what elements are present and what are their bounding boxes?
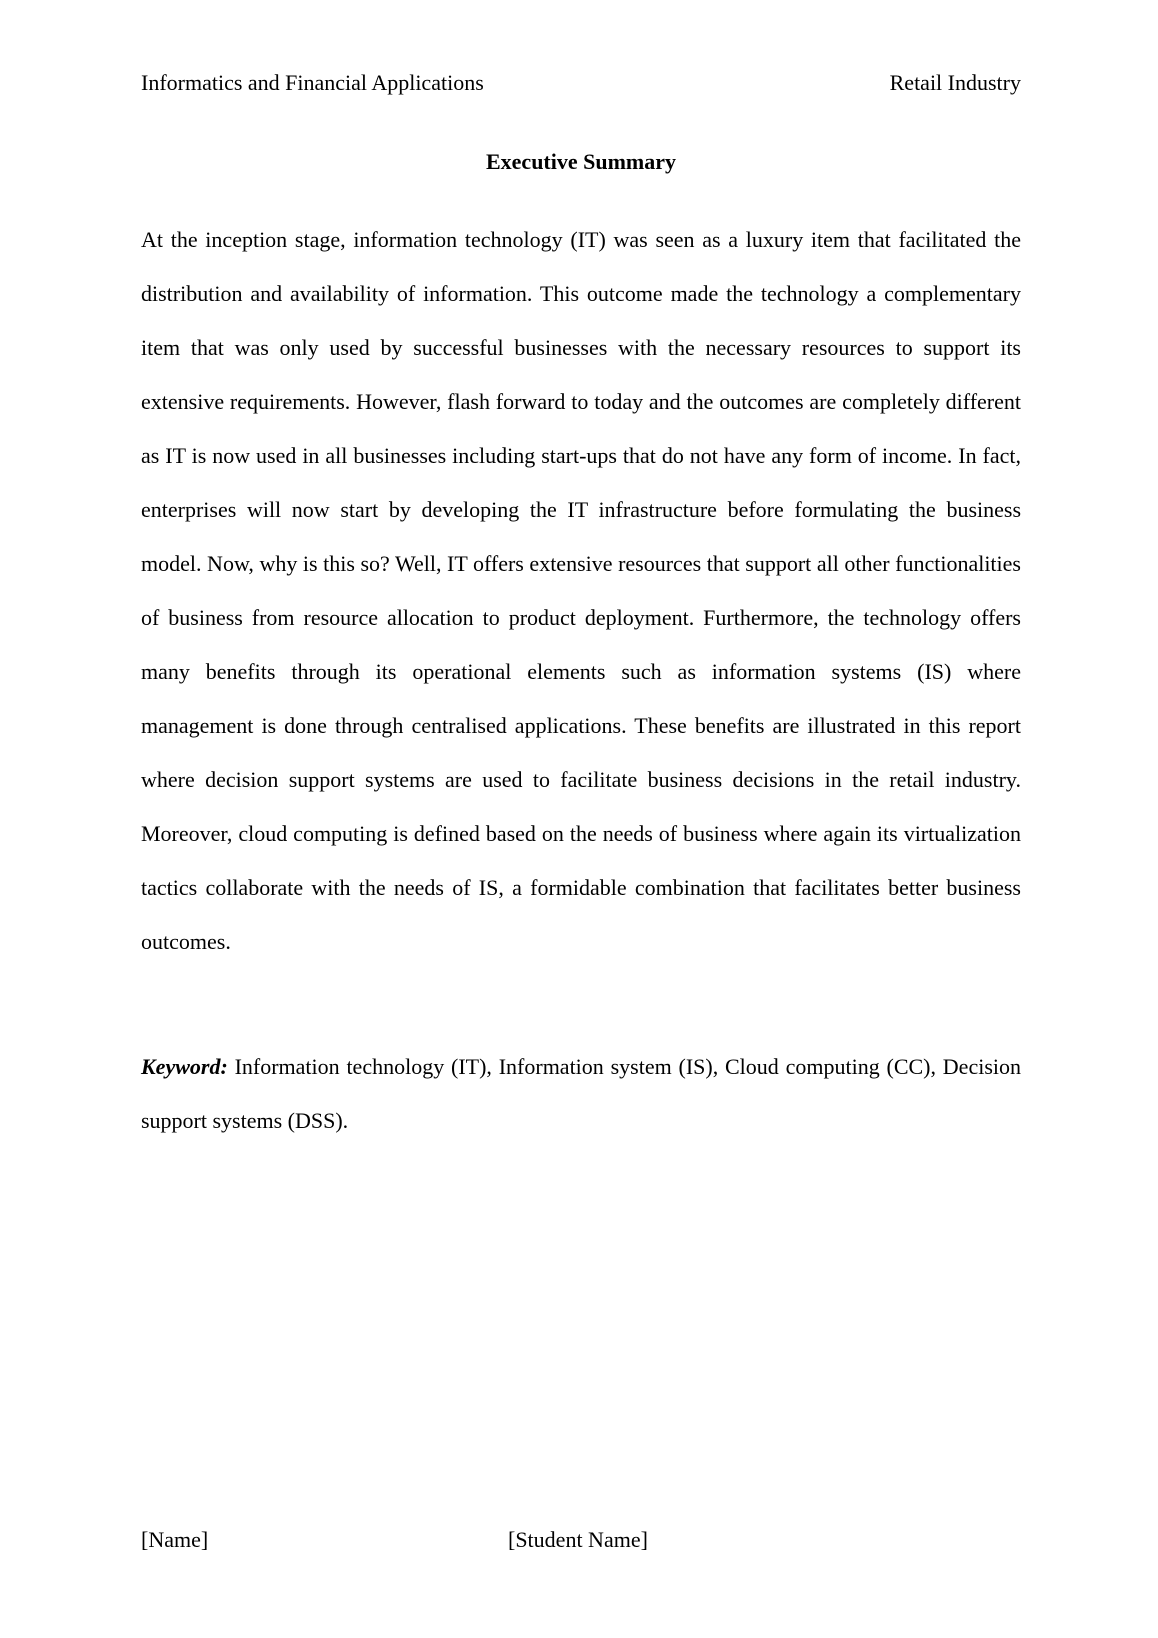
header-industry: Retail Industry [889,70,1021,95]
header-course-title: Informatics and Financial Applications [141,70,484,95]
footer-name: [Name] [141,1527,209,1552]
footer-student-name: [Student Name] [508,1527,648,1552]
summary-paragraph: At the inception stage, information technology (IT) was seen as a luxury item that facilitated the distribution and availability of information. This outcome made the technology a complementary item that was only used by successful businesses with the necessary resources to support its extensive requirements. However, flash forward to today and the outcomes are completely different as IT is now used in all businesses including start-ups that do not have any form of income. In fact, enterprises will now start by developing the IT infrastructure before formulating the business model. Now, why is this so? Well, IT offers extensive resources that support all other functionalities of business from resource allocation to product deployment. Furthermore, the technology offers many benefits through its operational elements such as information systems (IS) where management is done through centralised applications. These benefits are illustrated in this report where decision support systems are used to facilitate business decisions in the retail industry. Moreover, cloud computing is defined based on the needs of business where again its virtualization tactics collaborate with the needs of IS, a formidable combination that facilitates better business outcomes. [141,227,1021,954]
keywords-paragraph [141,1040,1021,1148]
keywords-list: Information technology (IT), Information system (IS), Cloud computing (CC), Decision support systems (DSS). [141,1054,1021,1133]
page-header [141,68,1021,98]
keywords-label: Keyword: [141,1054,228,1079]
section-title: Executive Summary [485,149,677,174]
